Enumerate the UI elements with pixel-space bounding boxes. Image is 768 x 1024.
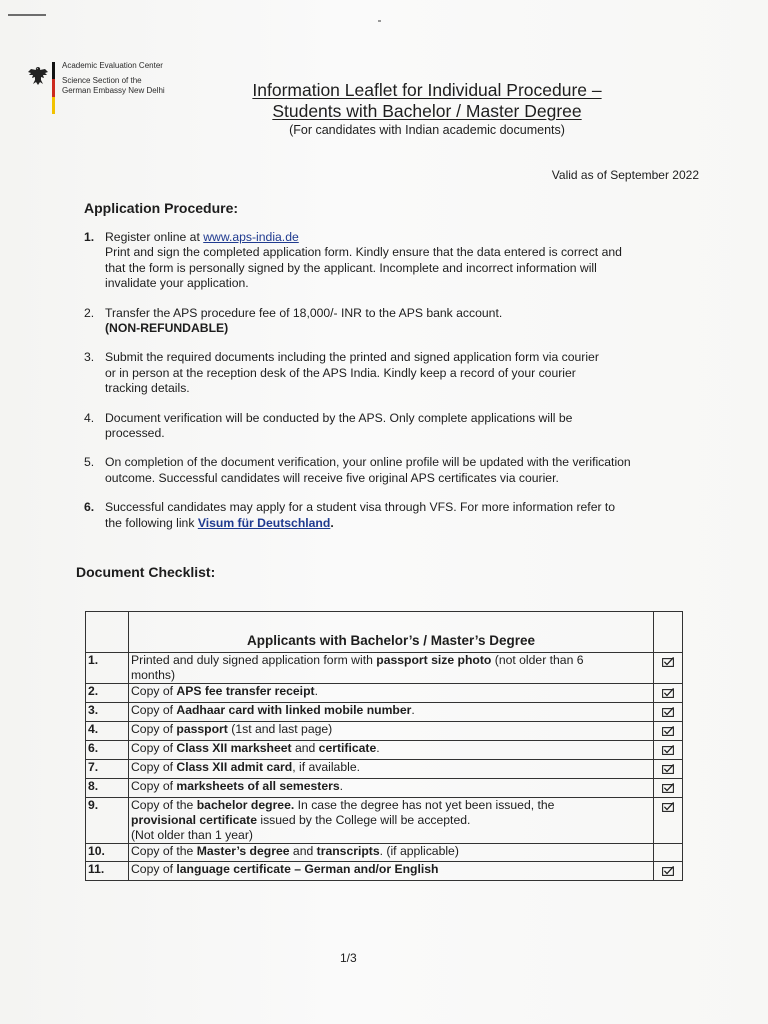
row-description xyxy=(129,653,654,684)
table-row xyxy=(86,862,683,881)
step-text-prefix: Register online at xyxy=(105,230,204,244)
procedure-step xyxy=(84,230,704,292)
row-text-bold: Class XII admit card xyxy=(176,760,293,774)
row-number: 3. xyxy=(86,703,129,722)
checkbox-icon[interactable] xyxy=(662,782,674,792)
checkbox-icon[interactable] xyxy=(662,763,674,773)
row-number: 1. xyxy=(86,653,129,684)
row-text: Copy of xyxy=(131,741,177,755)
row-text: Copy of xyxy=(131,779,177,793)
row-number: 10. xyxy=(86,844,129,862)
row-description xyxy=(129,703,654,722)
checkbox-cell xyxy=(654,703,683,722)
visa-link[interactable]: Visum für Deutschland xyxy=(197,515,331,530)
row-text-bold: Master’s degree xyxy=(196,844,290,858)
row-text-bold: transcripts xyxy=(316,844,380,858)
flag-red-band xyxy=(52,79,55,96)
step-text: outcome. Successful candidates will receive five original APS certificates via courier. xyxy=(105,470,559,485)
procedure-step xyxy=(84,306,704,337)
validity-date: Valid as of September 2022 xyxy=(551,168,699,182)
checkbox-icon[interactable] xyxy=(662,656,674,666)
step-text: Print and sign the completed application form. Kindly ensure that the data entered is correct and xyxy=(105,245,622,260)
title-line-1: Information Leaflet for Individual Procedure – xyxy=(252,80,602,100)
row-description xyxy=(129,722,654,741)
table-row xyxy=(86,684,683,703)
row-text-bold: certificate xyxy=(318,741,377,755)
row-number: 2. xyxy=(86,684,129,703)
row-text: and xyxy=(289,844,317,858)
row-text: Copy of xyxy=(131,722,177,736)
step-number: 4. xyxy=(84,410,95,425)
row-text: . (if applicable) xyxy=(379,844,459,858)
step-text: Submit the required documents including the printed and signed application form via courier xyxy=(105,350,599,365)
procedure-steps xyxy=(84,230,704,545)
row-text: . xyxy=(411,703,415,717)
org-name: Academic Evaluation Center xyxy=(62,61,163,70)
step-text: Document verification will be conducted by the APS. Only complete applications will be xyxy=(105,410,573,425)
document-checklist-heading: Document Checklist: xyxy=(76,564,216,580)
paper-speck xyxy=(378,20,381,22)
table-row xyxy=(86,844,683,862)
procedure-step xyxy=(84,350,704,396)
row-text: . xyxy=(339,779,344,793)
row-text-bold: Aadhaar card with linked mobile number xyxy=(176,703,412,717)
step-text: On completion of the document verification, your online profile will be updated with the verification xyxy=(105,455,631,470)
checkbox-icon[interactable] xyxy=(662,706,674,716)
checkbox-icon[interactable] xyxy=(662,801,674,811)
org-section: Science Section of the xyxy=(62,76,142,85)
step-text-suffix: . xyxy=(330,515,334,530)
row-text: . xyxy=(314,684,318,698)
table-row xyxy=(86,798,683,844)
row-text-bold: APS fee transfer receipt xyxy=(176,684,315,698)
step-text: tracking details. xyxy=(105,381,190,396)
org-embassy: German Embassy New Delhi xyxy=(62,86,165,95)
row-description xyxy=(129,798,654,844)
row-text: Copy of the xyxy=(131,798,197,812)
row-text: , if available. xyxy=(292,760,360,774)
federal-eagle-icon xyxy=(27,66,49,86)
table-row xyxy=(86,722,683,741)
checkbox-cell xyxy=(654,798,683,844)
header-empty-cell xyxy=(654,612,683,653)
row-text: (1st and last page) xyxy=(227,722,333,736)
table-header-row xyxy=(86,612,683,653)
procedure-step xyxy=(84,455,704,486)
row-number: 8. xyxy=(86,779,129,798)
step-number: 6. xyxy=(84,500,95,515)
table-row xyxy=(86,741,683,760)
row-description xyxy=(129,760,654,779)
row-text-bold: bachelor degree. xyxy=(196,798,295,812)
step-text: processed. xyxy=(105,426,165,441)
checkbox-cell xyxy=(654,760,683,779)
step-text: Transfer the APS procedure fee of 18,000/- INR to the APS bank account. xyxy=(105,305,503,320)
row-description xyxy=(129,684,654,703)
checkbox-cell xyxy=(654,684,683,703)
document-title xyxy=(200,80,654,122)
step-text-prefix: the following link xyxy=(105,515,198,530)
row-text: months) xyxy=(131,668,176,682)
row-description xyxy=(129,741,654,760)
row-number: 9. xyxy=(86,798,129,844)
table-row xyxy=(86,653,683,684)
document-subtitle: (For candidates with Indian academic documents) xyxy=(289,123,565,137)
checkbox-cell xyxy=(654,862,683,881)
table-row xyxy=(86,779,683,798)
row-text-bold: Class XII marksheet xyxy=(176,741,292,755)
row-text-bold: passport size photo xyxy=(376,653,492,667)
step-text: or in person at the reception desk of the APS India. Kindly keep a record of your courier xyxy=(105,365,576,380)
checkbox-icon[interactable] xyxy=(662,744,674,754)
row-number: 4. xyxy=(86,722,129,741)
row-description xyxy=(129,862,654,881)
checkbox-cell xyxy=(654,779,683,798)
step-text: invalidate your application. xyxy=(105,276,249,291)
checkbox-cell xyxy=(654,844,683,862)
aps-website-link[interactable]: www.aps-india.de xyxy=(203,230,299,244)
pencil-mark xyxy=(8,14,46,16)
row-text-bold: marksheets of all semesters xyxy=(176,779,340,793)
step-text-bold: (NON-REFUNDABLE) xyxy=(105,321,229,336)
table-title: Applicants with Bachelor’s / Master’s Degree xyxy=(129,612,654,653)
row-text-bold: language certificate – German and/or English xyxy=(176,862,439,876)
document-checklist-table xyxy=(85,611,683,881)
row-text: In case the degree has not yet been issued, the xyxy=(294,798,555,812)
procedure-step xyxy=(84,411,704,442)
row-description xyxy=(129,844,654,862)
step-number: 2. xyxy=(84,305,95,320)
row-text: Copy of xyxy=(131,760,177,774)
procedure-step xyxy=(84,500,704,531)
row-text: and xyxy=(291,741,319,755)
row-description xyxy=(129,779,654,798)
checkbox-cell xyxy=(654,741,683,760)
application-procedure-heading: Application Procedure: xyxy=(84,200,239,216)
row-text: . xyxy=(376,741,380,755)
checkbox-icon[interactable] xyxy=(662,865,674,875)
row-text: issued by the College will be accepted. xyxy=(256,813,471,827)
organization-block xyxy=(62,61,165,96)
step-number: 5. xyxy=(84,455,95,470)
checkbox-cell xyxy=(654,653,683,684)
step-text: Successful candidates may apply for a student visa through VFS. For more information refer to xyxy=(105,500,616,515)
checkbox-icon[interactable] xyxy=(662,847,674,857)
row-number: 7. xyxy=(86,760,129,779)
step-number: 3. xyxy=(84,350,95,365)
row-text: (not older than 6 xyxy=(491,653,584,667)
row-text: Copy of xyxy=(131,684,177,698)
checkbox-cell xyxy=(654,722,683,741)
row-text: Printed and duly signed application form with xyxy=(131,653,377,667)
row-number: 6. xyxy=(86,741,129,760)
flag-gold-band xyxy=(52,97,55,114)
row-number: 11. xyxy=(86,862,129,881)
row-text: (Not older than 1 year) xyxy=(131,828,253,842)
row-text-bold: provisional certificate xyxy=(131,813,257,827)
page-number: 1/3 xyxy=(340,951,357,965)
table-row xyxy=(86,703,683,722)
german-flag-stripe xyxy=(52,62,55,114)
row-text: Copy of the xyxy=(131,844,197,858)
step-text: that the form is personally signed by the applicant. Incomplete and incorrect information will xyxy=(105,260,597,275)
step-text xyxy=(105,516,704,531)
title-line-2: Students with Bachelor / Master Degree xyxy=(272,101,582,121)
row-text: Copy of xyxy=(131,862,177,876)
header-empty-cell xyxy=(86,612,129,653)
row-text-bold: passport xyxy=(176,722,228,736)
step-text xyxy=(105,230,704,245)
flag-black-band xyxy=(52,62,55,79)
checkbox-icon[interactable] xyxy=(662,725,674,735)
step-number: 1. xyxy=(84,230,95,244)
table-row xyxy=(86,760,683,779)
row-text: Copy of xyxy=(131,703,177,717)
checkbox-icon[interactable] xyxy=(662,687,674,697)
